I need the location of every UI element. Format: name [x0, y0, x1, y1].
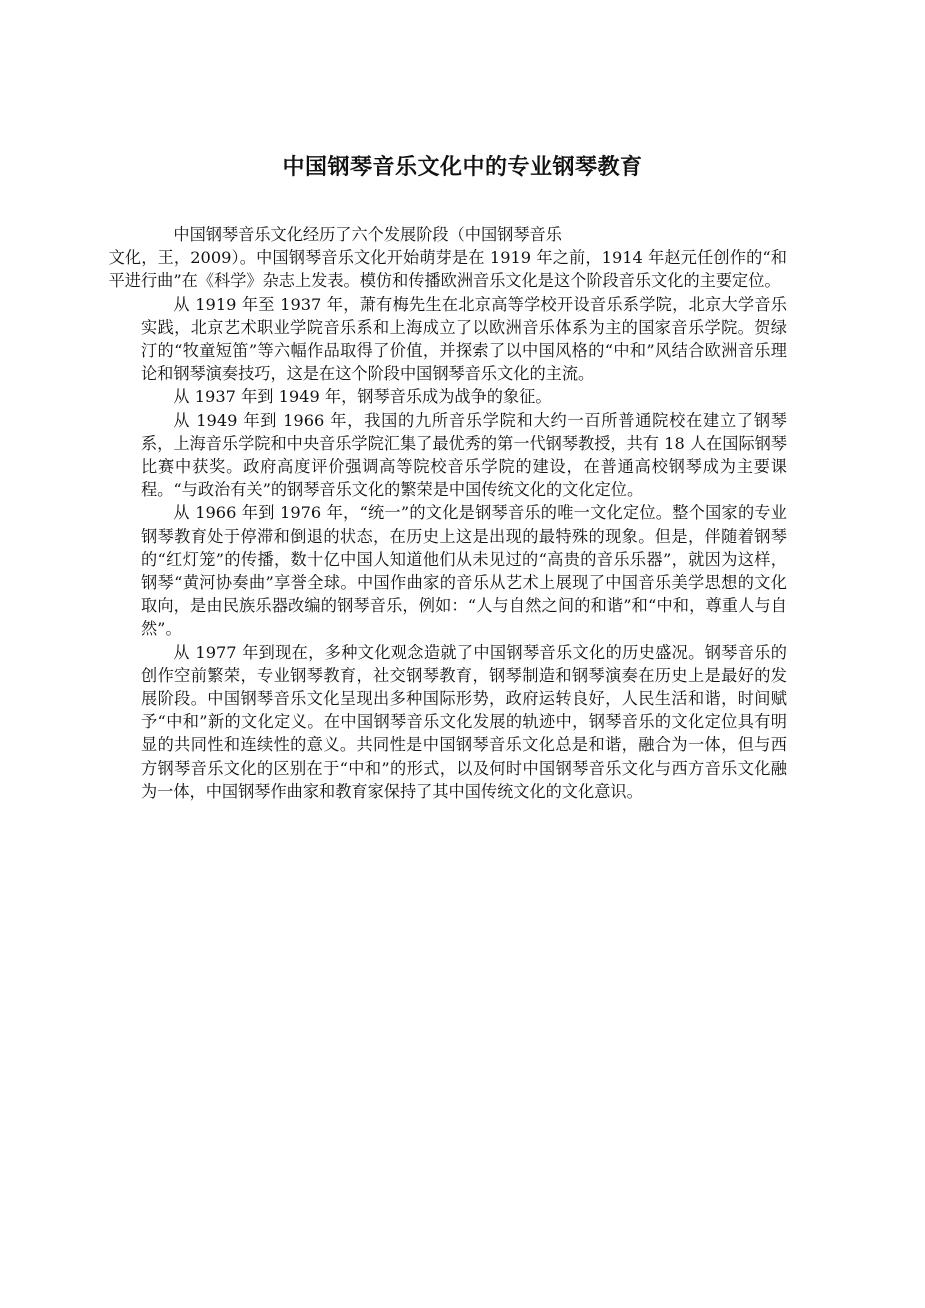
document-title: 中国钢琴音乐文化中的专业钢琴教育	[282, 155, 643, 180]
paragraph-4: 从 1949 年到 1966 年，我国的九所音乐学院和大约一百所普通院校在建立了钢琴系，上海音乐学院和中央音乐学院汇集了最优秀的第一代钢琴教授，共有 18 人在国际钢琴比赛中获奖。政府高度评价强调高等院校音乐学院的建设，在普通高校钢琴成为主要课程。“与政治有关”的钢琴音乐文化的繁荣是中国传统文化的文化定位。	[141, 410, 788, 500]
paragraph-6: 从 1977 年到现在，多种文化观念造就了中国钢琴音乐文化的历史盛况。钢琴音乐的创作空前繁荣，专业钢琴教育，社交钢琴教育，钢琴制造和钢琴演奏在历史上是最好的发展阶段。中国钢琴音乐文化呈现出多种国际形势，政府运转良好，人民生活和谐，时间赋予“中和”新的文化定义。在中国钢琴音乐文化发展的轨迹中，钢琴音乐的文化定位具有明显的共同性和连续性的意义。共同性是中国钢琴音乐文化总是和谐，融合为一体，但与西方钢琴音乐文化的区别在于“中和”的形式，以及何时中国钢琴音乐文化与西方音乐文化融为一体，中国钢琴作曲家和教育家保持了其中国传统文化的文化意识。	[141, 642, 787, 801]
paragraph-1-first-line: 中国钢琴音乐文化经历了六个发展阶段（中国钢琴音乐	[173, 225, 562, 244]
paragraph-5: 从 1966 年到 1976 年，“统一”的文化是钢琴音乐的唯一文化定位。整个国家的专业钢琴教育处于停滞和倒退的状态，在历史上这是出现的最特殊的现象。但是，伴随着钢琴的“红灯笼”的传播，数十亿中国人知道他们从未见过的“高贵的音乐乐器”，就因为这样，钢琴“黄河协奏曲”享誉全球。中国作曲家的音乐从艺术上展现了中国音乐美学思想的文化取向，是由民族乐器改编的钢琴音乐，例如：“人与自然之间的和谐”和“中和，尊重人与自然”。	[141, 503, 787, 639]
paragraph-2: 从 1919 年至 1937 年，萧有梅先生在北京高等学校开设音乐系学院，北京大学音乐实践，北京艺术职业学院音乐系和上海成立了以欧洲音乐体系为主的国家音乐学院。贺绿汀的“牧童短笛”等六幅作品取得了价值，并探索了以中国风格的“中和”风结合欧洲音乐理论和钢琴演奏技巧，这是在这个阶段中国钢琴音乐文化的主流。	[141, 294, 787, 384]
paragraph-1	[108, 223, 787, 293]
document-body	[108, 223, 788, 803]
paragraph-1-rest: 文化，王，2009）。中国钢琴音乐文化开始萌芽是在 1919 年之前，1914 年赵元任创作的“和平进行曲”在《科学》杂志上发表。模仿和传播欧洲音乐文化是这个阶段音乐文化的主要定位。	[108, 248, 787, 291]
paragraph-3: 从 1937 年到 1949 年，钢琴音乐成为战争的象征。	[173, 387, 552, 407]
